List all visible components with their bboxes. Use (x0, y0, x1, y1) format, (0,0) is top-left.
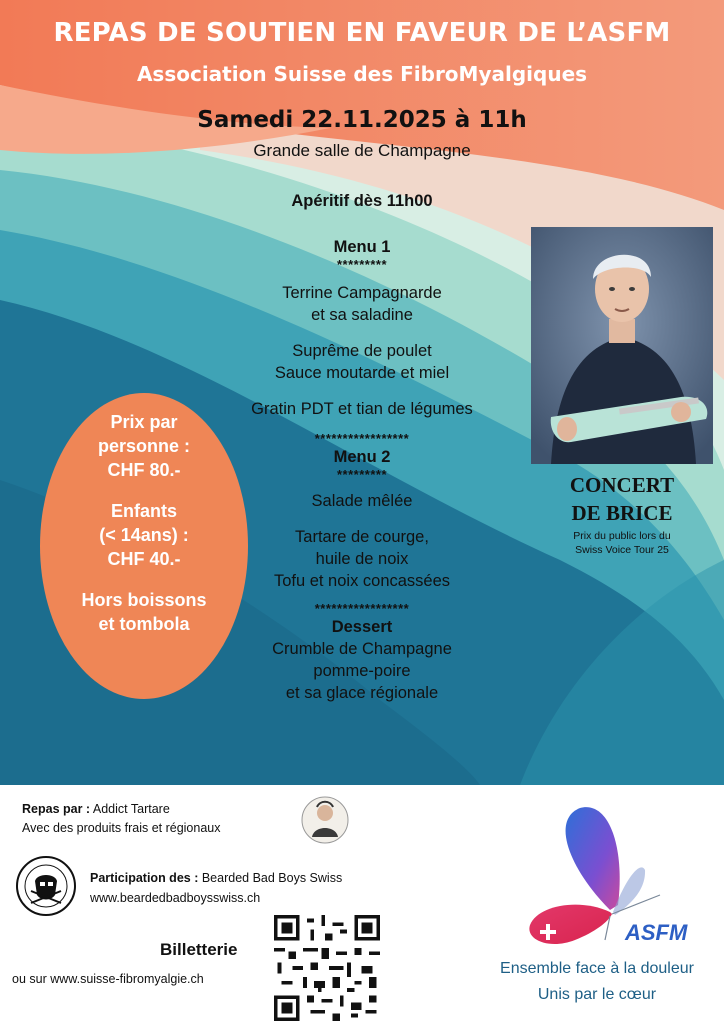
menu1-item2-line2: Sauce moutarde et miel (274, 364, 450, 382)
concert-caption-line1: Prix du public lors du (573, 530, 671, 542)
event-date: Samedi 22.11.2025 à 11h (197, 107, 527, 133)
adult-price-label-line1: Prix par (110, 412, 178, 432)
subtitle: Association Suisse des FibroMyalgiques (136, 62, 588, 86)
asfm-logo-text: ASFM (625, 920, 688, 945)
price-info (40, 410, 248, 636)
menu2-item2-line1: Tartare de courge, (295, 528, 429, 546)
slogan (470, 956, 724, 1008)
concert-title-line1: CONCERT (569, 473, 675, 497)
note-line1: Hors boissons (81, 590, 207, 610)
concert-caption-line2: Swiss Voice Tour 25 (575, 544, 669, 556)
asfm-butterfly-logo (500, 800, 720, 960)
wing-upper (566, 807, 620, 910)
caterer-logo-icon (300, 795, 350, 845)
menu1-item1-line2: et sa saladine (311, 306, 413, 324)
menu2-item2-line3: Tofu et noix concassées (273, 572, 451, 590)
participation-url[interactable]: www.beardedbadboysswiss.ch (90, 891, 261, 905)
bearded-bad-boys-logo-icon (15, 855, 77, 917)
menu1-stars: ********* (336, 257, 388, 272)
dessert-line2: pomme-poire (313, 662, 411, 680)
artist-photo (531, 227, 713, 464)
slogan-line1: Ensemble face à la douleur (500, 960, 694, 977)
aperitif: Apéritif dès 11h00 (291, 192, 433, 210)
dessert-title: Dessert (331, 618, 393, 636)
menu-column (210, 190, 514, 704)
caterer-info (22, 800, 221, 838)
menu2-item2-line2: huile de noix (315, 550, 409, 568)
menu1-item3: Gratin PDT et tian de légumes (251, 400, 473, 418)
menu2-stars: ********* (336, 467, 388, 482)
adult-price: CHF 80.- (107, 460, 181, 480)
concert-title (520, 471, 724, 527)
menu2-item1: Salade mêlée (311, 492, 413, 510)
venue: Grande salle de Champagne (253, 141, 471, 160)
menu2-title: Menu 2 (333, 448, 391, 466)
slogan-line2: Unis par le cœur (537, 986, 657, 1003)
billetterie-url[interactable]: ou sur www.suisse-fibromyalgie.ch (12, 972, 204, 986)
menu1-item2-line1: Suprême de poulet (292, 342, 432, 360)
caterer-name: Addict Tartare (92, 802, 170, 816)
dessert-line3: et sa glace régionale (285, 684, 439, 702)
billetterie-label: Billetterie (160, 940, 238, 959)
caterer-label: Repas par : (22, 802, 91, 816)
main-title: REPAS DE SOUTIEN EN FAVEUR DE L’ASFM (53, 18, 671, 48)
divider-1: ***************** (314, 431, 410, 446)
dessert-line1: Crumble de Champagne (272, 640, 452, 658)
qr-code[interactable] (274, 915, 380, 1021)
participation-info (90, 868, 342, 908)
divider-2: ***************** (314, 601, 410, 616)
caterer-line2: Avec des produits frais et régionaux (22, 821, 221, 835)
kids-label-line2: (< 14ans) : (99, 525, 189, 545)
kids-label-line1: Enfants (110, 501, 177, 521)
participation-name: Bearded Bad Boys Swiss (201, 871, 343, 885)
menu1-title: Menu 1 (333, 238, 391, 256)
concert-caption (520, 529, 724, 557)
note-line2: et tombola (98, 614, 190, 634)
kids-price: CHF 40.- (107, 549, 181, 569)
concert-title-line2: DE BRICE (571, 501, 673, 525)
adult-price-label-line2: personne : (97, 436, 190, 456)
participation-label: Participation des : (90, 871, 199, 885)
menu1-item1-line1: Terrine Campagnarde (282, 284, 442, 302)
